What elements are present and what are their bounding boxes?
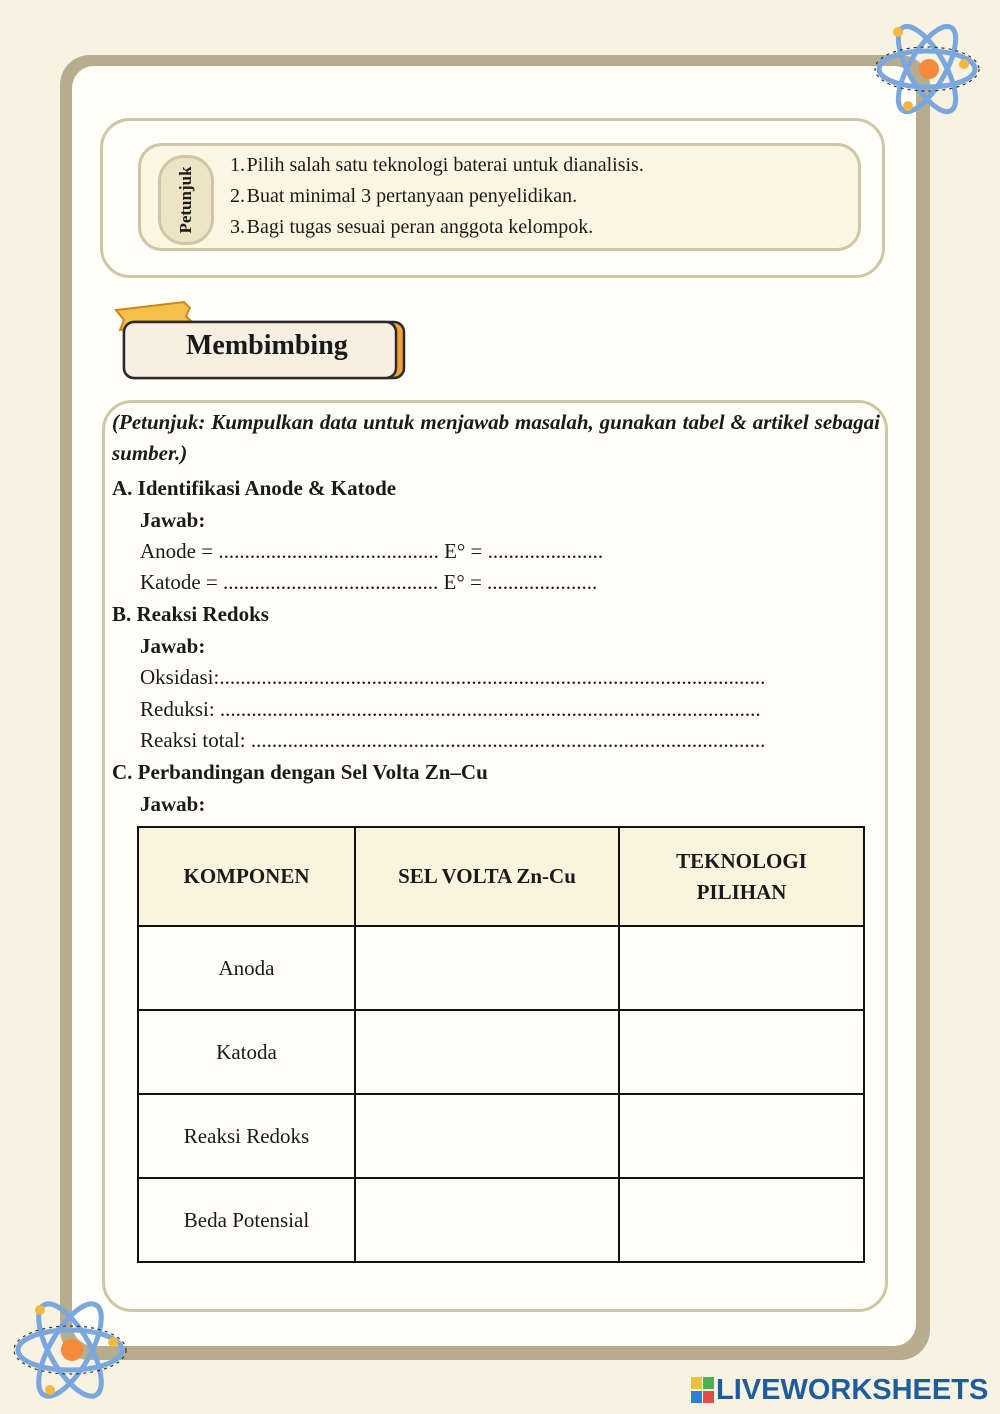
answer-label: Jawab:	[140, 508, 206, 532]
reaksi-total-answer-line[interactable]: Reaksi total: ..................................................................................................	[140, 728, 766, 752]
header-teknologi-pilihan: TEKNOLOGI PILIHAN	[619, 827, 864, 926]
row-label-anoda: Anoda	[138, 926, 355, 1010]
comparison-table	[137, 826, 865, 1263]
section-title: Membimbing	[186, 330, 348, 361]
answer-label: Jawab:	[140, 634, 206, 658]
header-komponen: KOMPONEN	[138, 827, 355, 926]
katode-answer-line[interactable]: Katode = ......................................... E° = .....................	[140, 570, 598, 594]
answer-cell[interactable]	[619, 926, 864, 1010]
petunjuk-tab	[158, 155, 214, 245]
table-row	[138, 926, 864, 1010]
section-instruction: (Petunjuk: Kumpulkan data untuk menjawab masalah, gunakan tabel & artikel sebagai sumber.)	[112, 410, 880, 465]
part-c-heading: C. Perbandingan dengan Sel Volta Zn–Cu	[112, 760, 488, 784]
row-label-beda-potensial: Beda Potensial	[138, 1178, 355, 1262]
row-label-katoda: Katoda	[138, 1010, 355, 1094]
petunjuk-steps	[230, 150, 644, 243]
answer-cell[interactable]	[619, 1094, 864, 1178]
answer-cell[interactable]	[619, 1010, 864, 1094]
liveworksheets-logo-icon	[690, 1372, 716, 1408]
answer-cell[interactable]	[355, 926, 619, 1010]
table-row	[138, 1094, 864, 1178]
part-a-heading: A. Identifikasi Anode & Katode	[112, 476, 397, 500]
answer-cell[interactable]	[355, 1010, 619, 1094]
atom-icon	[872, 14, 982, 124]
petunjuk-step: 3. Bagi tugas sesuai peran anggota kelompok.	[230, 216, 594, 238]
row-label-reaksi-redoks: Reaksi Redoks	[138, 1094, 355, 1178]
oksidasi-answer-line[interactable]: Oksidasi:........................................................................................................	[140, 665, 766, 689]
atom-icon	[10, 1290, 130, 1410]
table-header-row	[138, 827, 864, 926]
answer-cell[interactable]	[355, 1178, 619, 1262]
answer-cell[interactable]	[355, 1094, 619, 1178]
part-b-heading: B. Reaksi Redoks	[112, 602, 269, 626]
petunjuk-step: 2. Buat minimal 3 pertanyaan penyelidikan.	[230, 185, 578, 207]
answer-cell[interactable]	[619, 1178, 864, 1262]
petunjuk-tab-label: Petunjuk	[176, 166, 195, 234]
header-sel-volta: SEL VOLTA Zn-Cu	[355, 827, 619, 926]
reduksi-answer-line[interactable]: Reduksi: .......................................................................................................	[140, 697, 761, 721]
answer-label: Jawab:	[140, 792, 206, 816]
table-row	[138, 1178, 864, 1262]
petunjuk-step: 1. Pilih salah satu teknologi baterai untuk dianalisis.	[230, 154, 644, 176]
anode-answer-line[interactable]: Anode = .......................................... E° = ......................	[140, 539, 604, 563]
liveworksheets-brand[interactable]: LIVEWORKSHEETS	[716, 1374, 989, 1406]
table-row	[138, 1010, 864, 1094]
